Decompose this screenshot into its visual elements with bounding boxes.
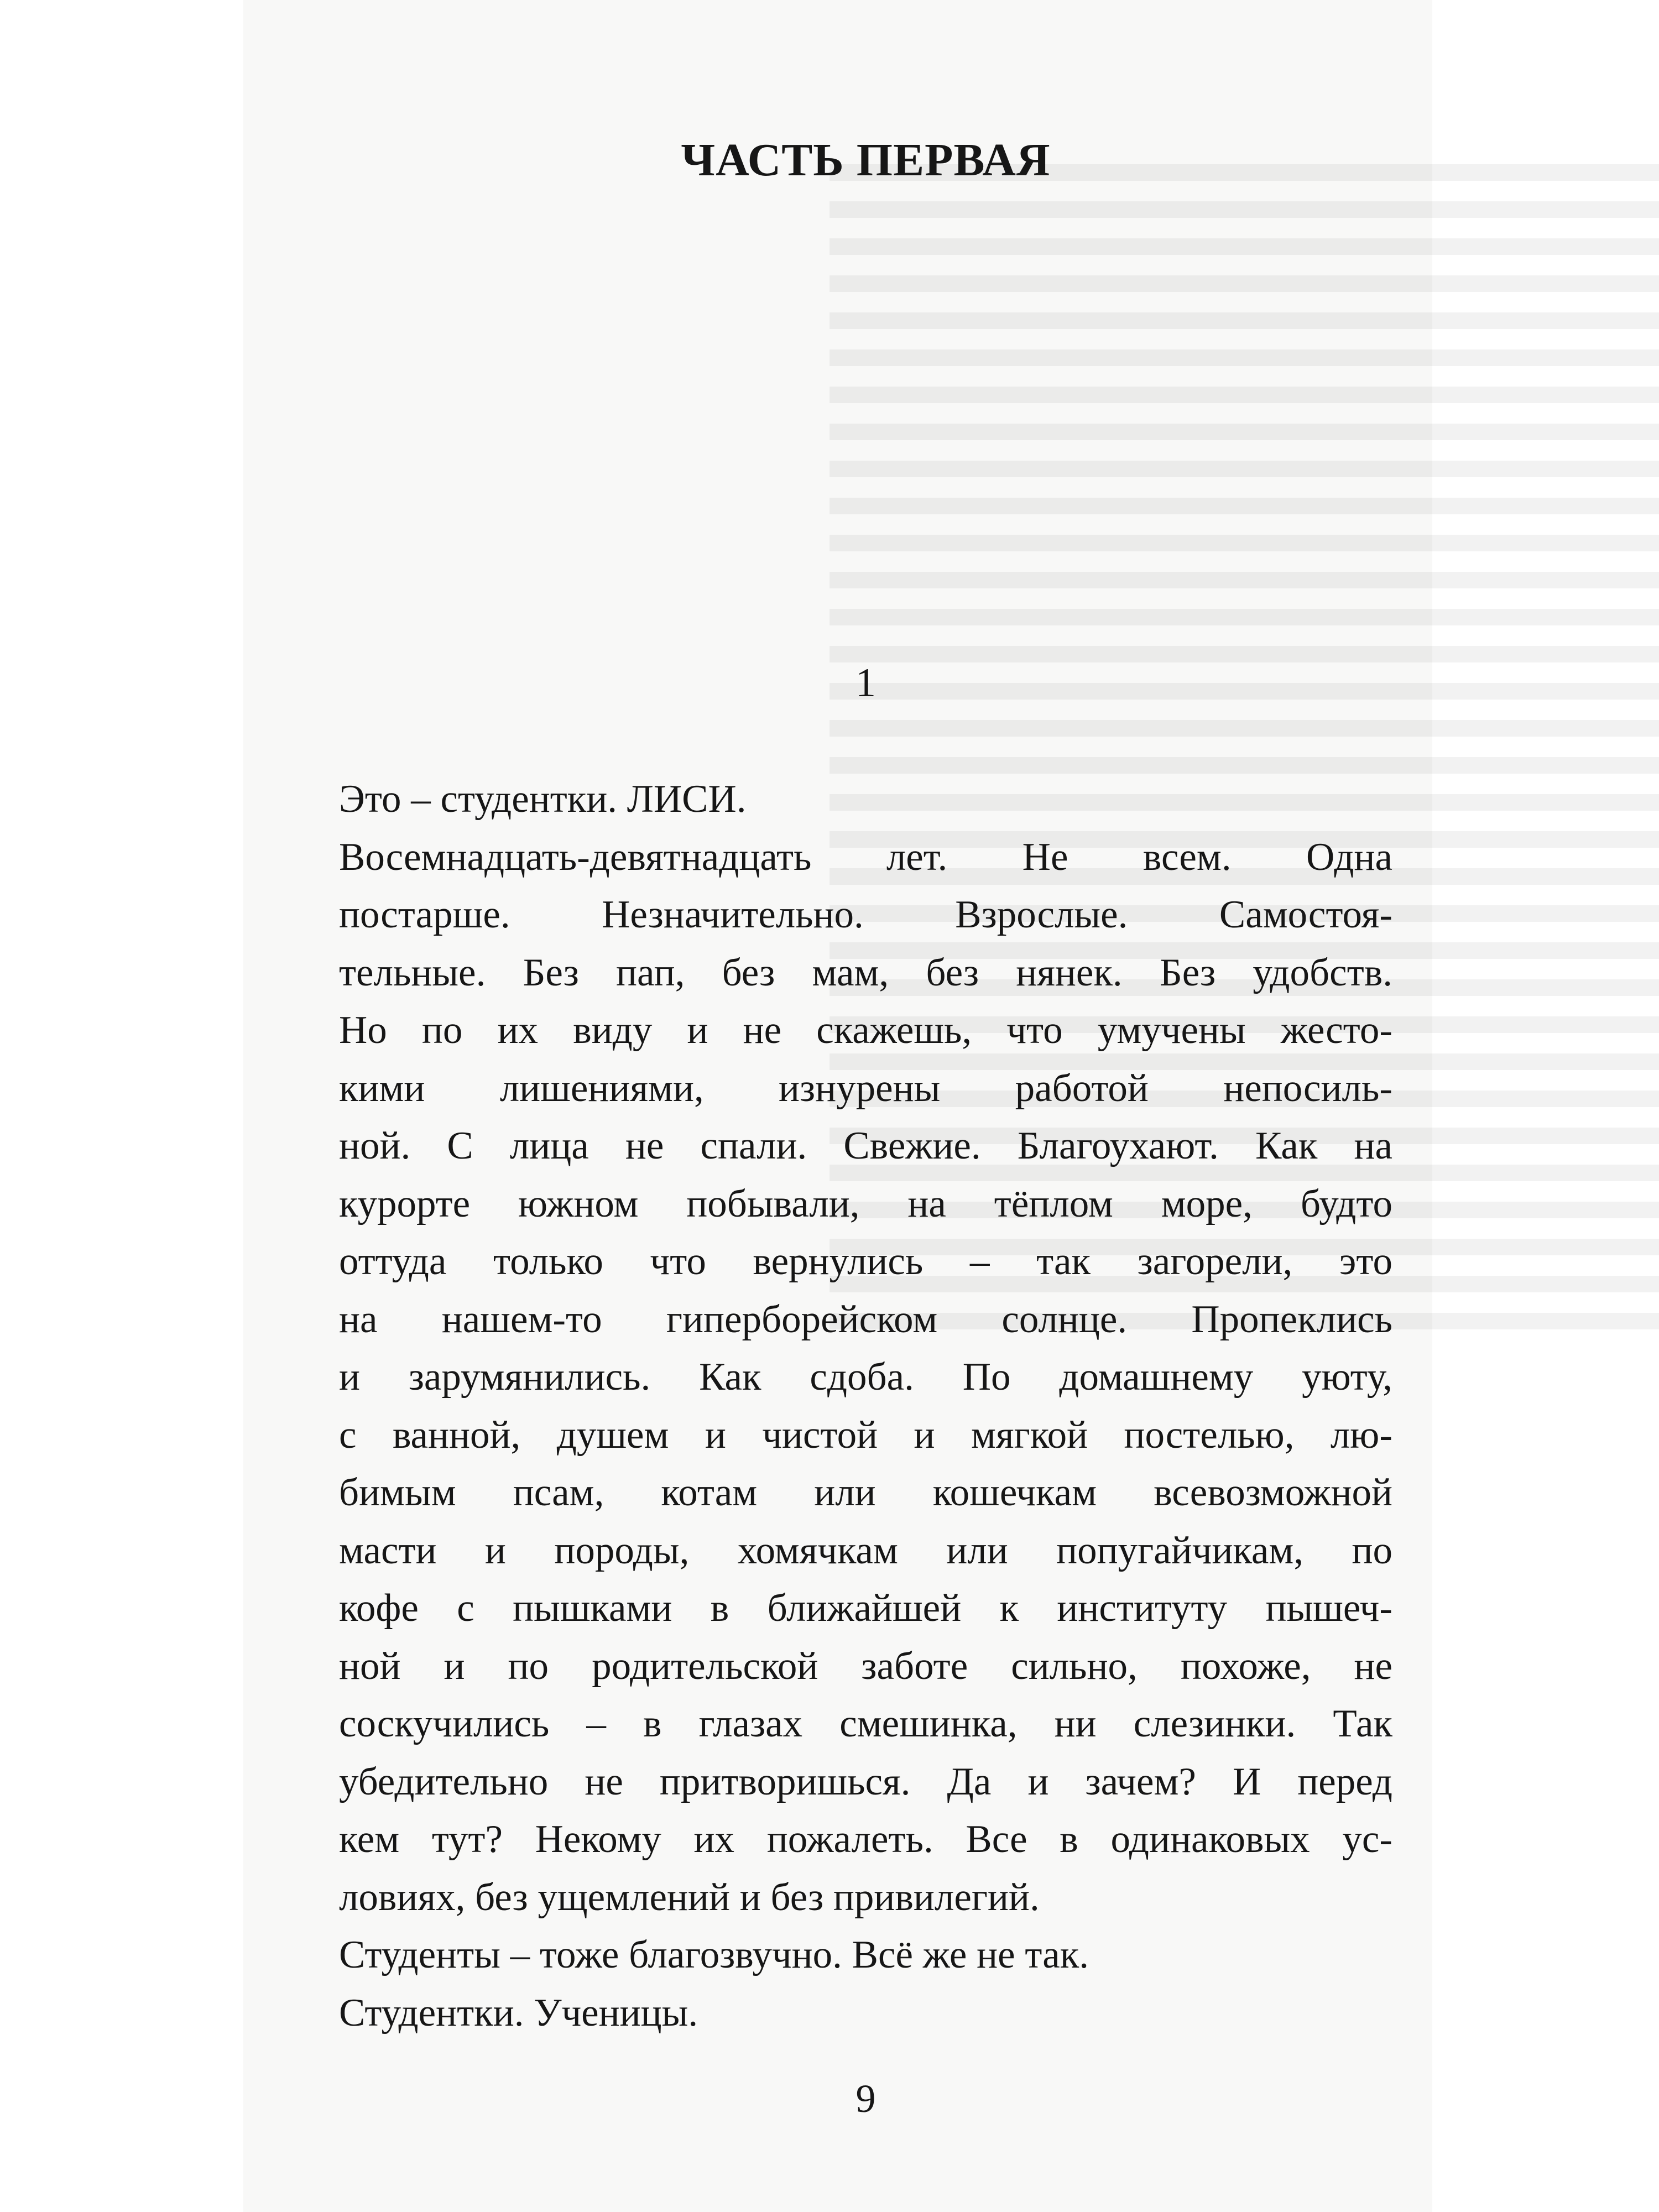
text-line: Восемнадцать-девятнадцать лет. Не всем. Одна xyxy=(339,835,1392,879)
text-line: масти и породы, хомячкам или попугайчикам, по xyxy=(339,1528,1392,1572)
text-line: кем тут? Некому их пожалеть. Все в одинаковых ус- xyxy=(339,1818,1392,1861)
text-line: убедительно не притворишься. Да и зачем? И перед xyxy=(339,1760,1392,1803)
text-line: ловиях, без ущемлений и без привилегий. xyxy=(339,1875,1040,1919)
text-line: оттуда только что вернулись – так загорели, это xyxy=(339,1240,1392,1283)
paragraph xyxy=(339,828,1392,1927)
text-line: ной. С лица не спали. Свежие. Благоухают. Как на xyxy=(339,1124,1392,1167)
text-line: бимым псам, котам или кошечкам всевозможной xyxy=(339,1471,1392,1514)
page-number: 9 xyxy=(855,2077,876,2121)
text-line: Студентки. Ученицы. xyxy=(339,1991,698,2034)
text-line: соскучились – в глазах смешинка, ни слезинки. Так xyxy=(339,1702,1392,1745)
text-line: с ванной, душем и чистой и мягкой постелью, лю- xyxy=(339,1413,1392,1457)
text-line: Но по их виду и не скажешь, что умучены жесто- xyxy=(339,1009,1392,1052)
chapter-number: 1 xyxy=(855,660,876,706)
text-line: на нашем-то гиперборейском солнце. Пропеклись xyxy=(339,1297,1392,1341)
text-line: Это – студентки. ЛИСИ. xyxy=(339,778,747,821)
text-line: курорте южном побывали, на тёплом море, будто xyxy=(339,1182,1392,1225)
body-text xyxy=(339,770,1392,2042)
paragraph xyxy=(339,770,1392,828)
text-line: постарше. Незначительно. Взрослые. Самостоя- xyxy=(339,893,1392,936)
text-line: и зарумянились. Как сдоба. По домашнему уюту, xyxy=(339,1355,1392,1399)
paragraph xyxy=(339,1984,1392,2042)
text-line: ной и по родительской заботе сильно, похоже, не xyxy=(339,1644,1392,1688)
part-title: ЧАСТЬ ПЕРВАЯ xyxy=(681,134,1051,186)
text-block xyxy=(339,0,1392,2212)
paragraph xyxy=(339,1926,1392,1984)
text-line: тельные. Без пап, без мам, без нянек. Без удобств. xyxy=(339,951,1392,994)
text-line: кими лишениями, изнурены работой непосиль- xyxy=(339,1066,1392,1110)
text-line: кофе с пышками в ближайшей к институту пышеч- xyxy=(339,1587,1392,1630)
text-line: Студенты – тоже благозвучно. Всё же не так. xyxy=(339,1933,1089,1976)
